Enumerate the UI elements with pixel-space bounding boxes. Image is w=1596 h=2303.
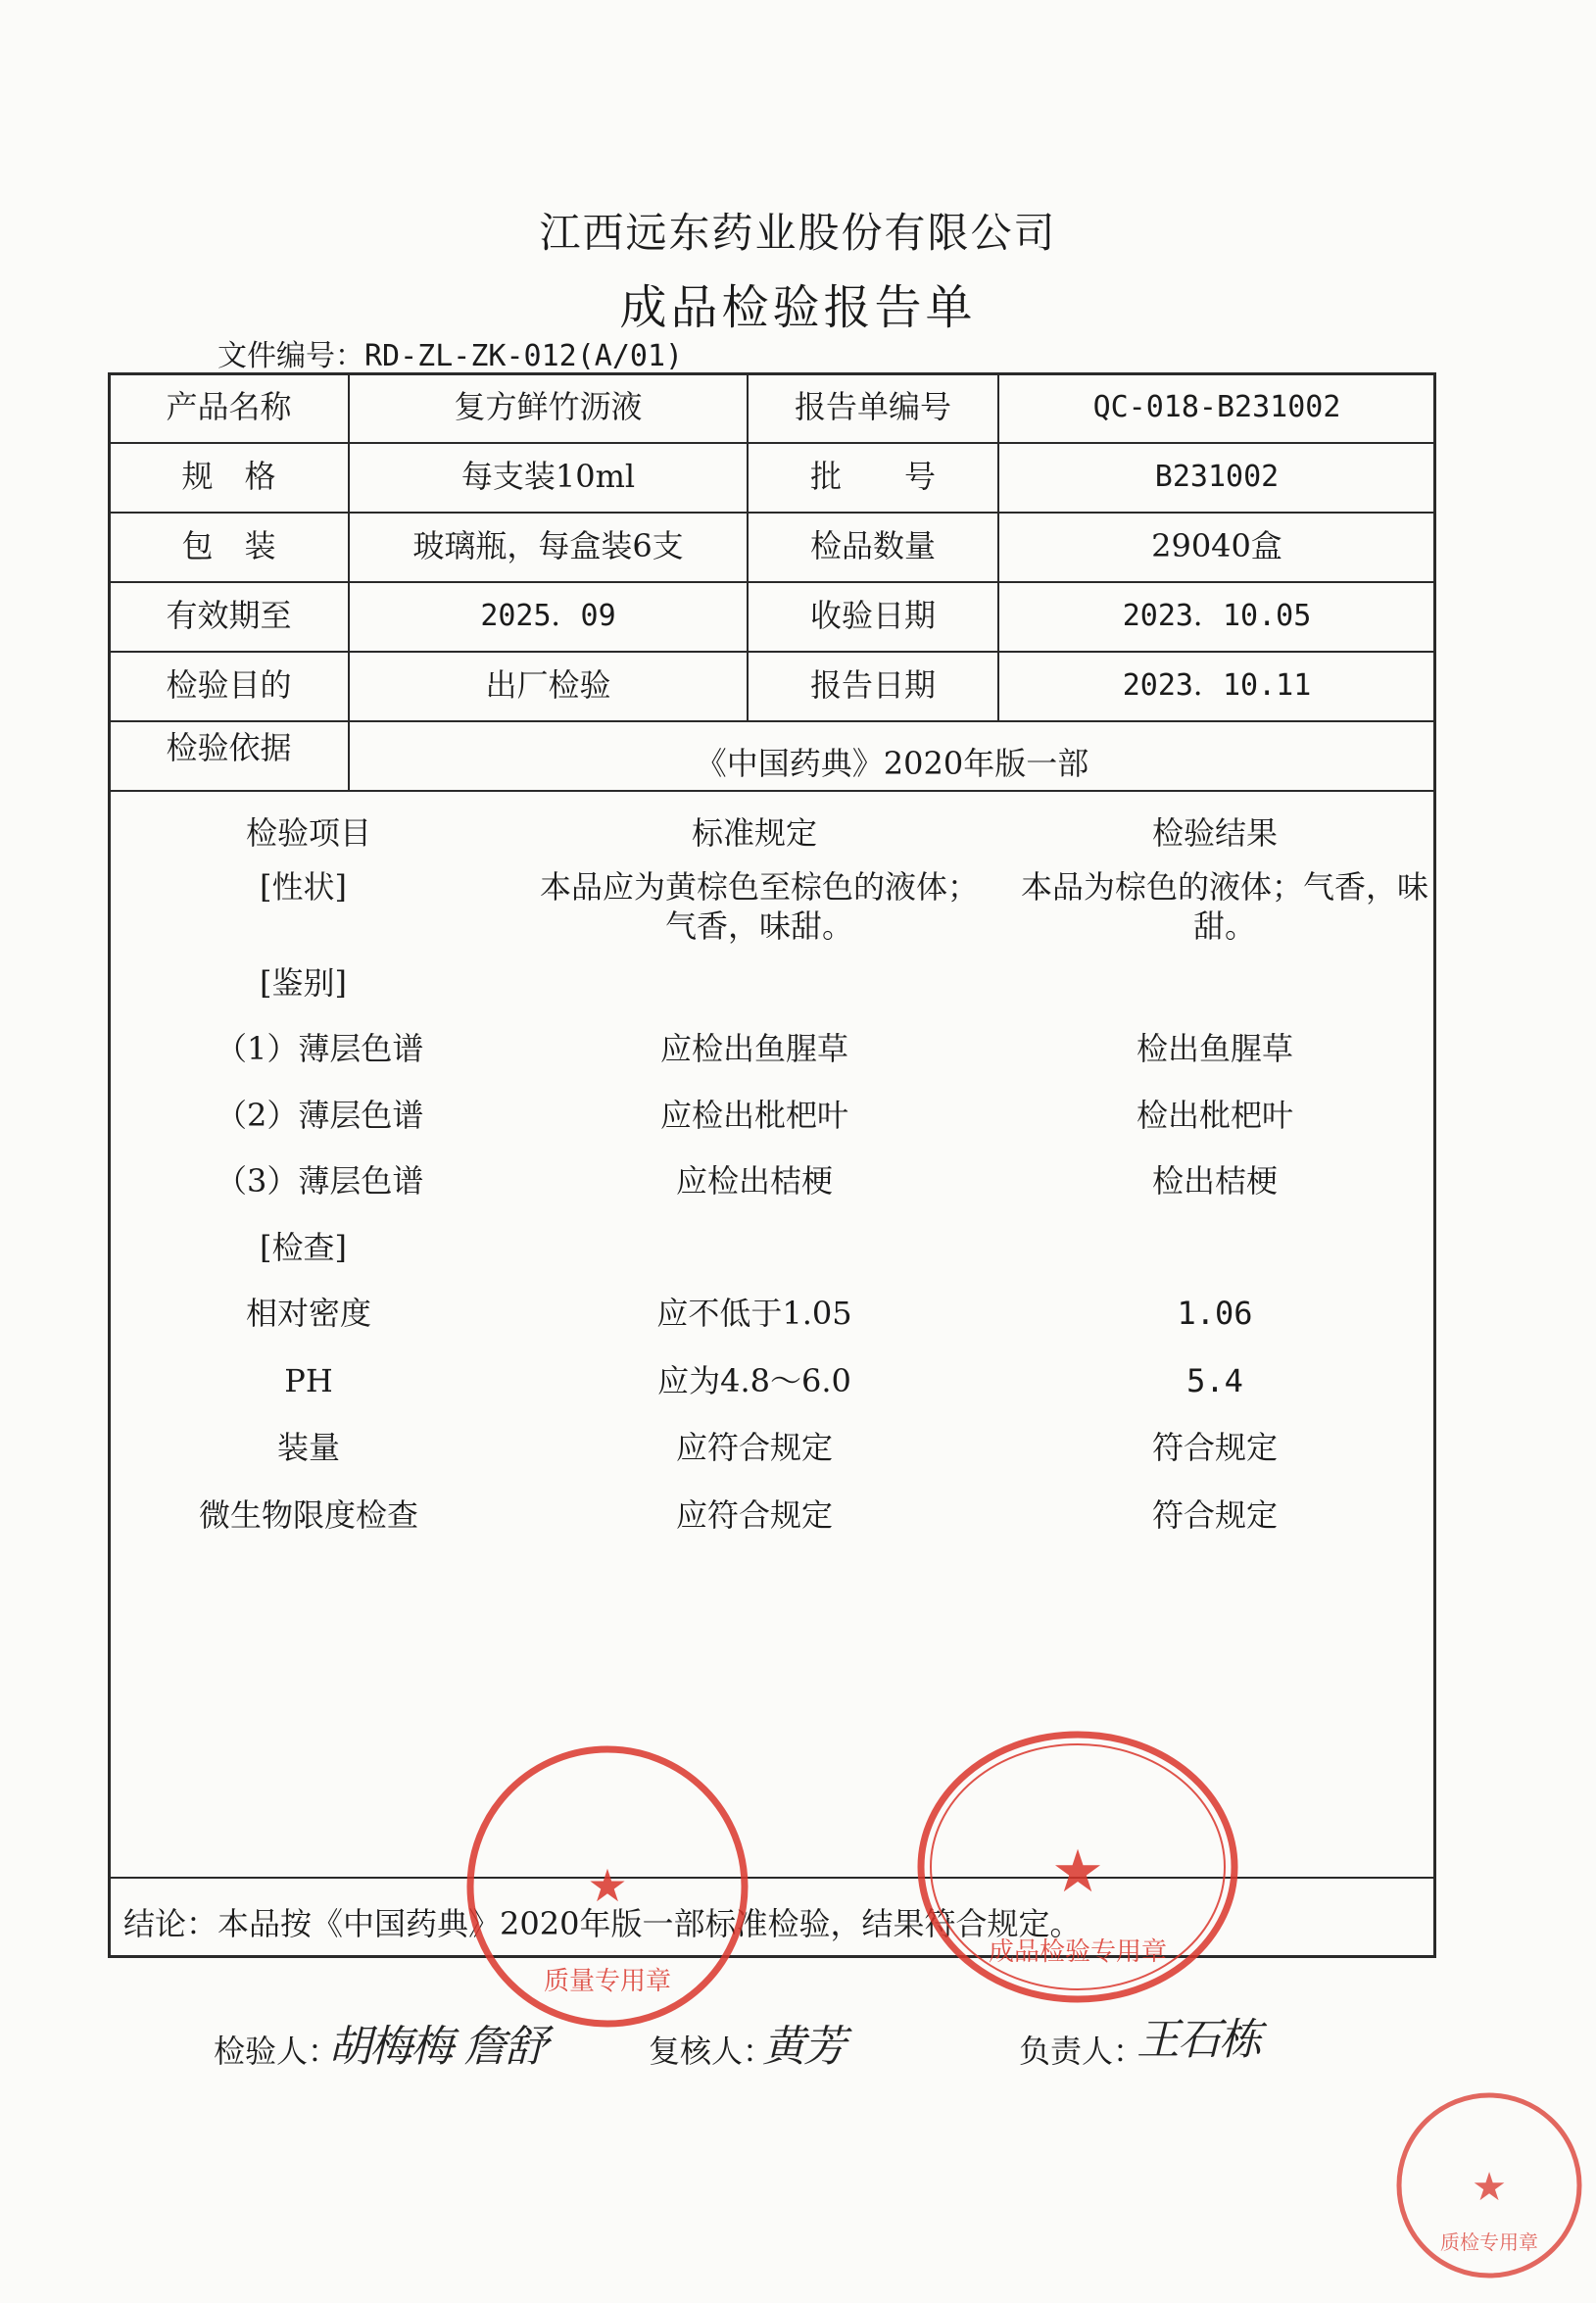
character-standard-1: 本品应为黄棕色至棕色的液体； xyxy=(539,868,979,906)
batch-no: B231002 xyxy=(1154,460,1280,494)
quantity: 29040盒 xyxy=(1151,527,1282,564)
ident-item: （1）薄层色谱 xyxy=(216,1030,424,1067)
product-name-label: 产品名称 xyxy=(166,388,292,425)
svg-text:成品检验专用章: 成品检验专用章 xyxy=(988,1937,1168,1967)
ident-result: 检出鱼腥草 xyxy=(1136,1030,1293,1067)
col-header-standard: 标准规定 xyxy=(691,814,817,852)
check-result: 1.06 xyxy=(1177,1295,1253,1332)
inspection-seal xyxy=(911,1720,1244,2014)
ident-item: （2）薄层色谱 xyxy=(216,1097,424,1134)
file-number xyxy=(218,331,683,374)
section-identification: [鉴别] xyxy=(260,964,347,1002)
divider xyxy=(108,512,1436,514)
receive-date: 2023．10.05 xyxy=(1122,599,1312,633)
purpose: 出厂检验 xyxy=(485,666,611,704)
check-item: 装量 xyxy=(276,1429,340,1466)
ident-item: （3）薄层色谱 xyxy=(216,1162,424,1200)
expiry-label: 有效期至 xyxy=(166,597,292,634)
character-standard-2: 气香，味甜。 xyxy=(664,907,853,945)
divider xyxy=(108,651,1436,653)
svg-text:★: ★ xyxy=(1051,1838,1104,1906)
basis: 《中国药典》2020年版一部 xyxy=(695,745,1089,782)
quality-seal xyxy=(460,1740,754,2034)
col-header-item: 检验项目 xyxy=(245,814,371,852)
report-no-label: 报告单编号 xyxy=(794,388,951,425)
qc-seal xyxy=(1391,2087,1587,2283)
check-item: PH xyxy=(284,1362,333,1399)
ident-result: 检出枇杷叶 xyxy=(1136,1097,1293,1134)
svg-text:质量专用章: 质量专用章 xyxy=(543,1967,672,1996)
divider xyxy=(108,720,1436,722)
character-result-1: 本品为棕色的液体；气香，味 xyxy=(1020,868,1428,906)
check-standard: 应符合规定 xyxy=(675,1496,833,1534)
section-character: [性状] xyxy=(260,868,347,906)
divider xyxy=(348,372,350,790)
check-standard: 应不低于1.05 xyxy=(656,1295,852,1332)
report-date: 2023．10.11 xyxy=(1122,668,1312,703)
section-checks: [检查] xyxy=(260,1229,347,1266)
basis-label: 检验依据 xyxy=(166,729,292,766)
report-no: QC-018-B231002 xyxy=(1092,390,1341,424)
check-item: 微生物限度检查 xyxy=(198,1496,418,1534)
product-name: 复方鲜竹沥液 xyxy=(454,388,643,425)
ident-standard: 应检出枇杷叶 xyxy=(659,1097,848,1134)
purpose-label: 检验目的 xyxy=(166,666,292,704)
manager-signature: 王石栋 xyxy=(1137,2015,1260,2065)
spec-label: 规 格 xyxy=(181,458,276,495)
check-item: 相对密度 xyxy=(245,1295,371,1332)
divider xyxy=(108,790,1436,792)
col-header-result: 检验结果 xyxy=(1151,814,1278,852)
manager-label: 负责人： xyxy=(1019,2033,1145,2070)
expiry: 2025．09 xyxy=(480,599,616,633)
svg-text:★: ★ xyxy=(587,1859,628,1912)
divider xyxy=(108,581,1436,583)
ident-result: 检出桔梗 xyxy=(1151,1162,1278,1200)
file-number-label: 文件编号： xyxy=(218,339,364,373)
svg-text:★: ★ xyxy=(1472,2165,1507,2210)
check-standard: 应为4.8～6.0 xyxy=(657,1362,851,1399)
document-title: 成品检验报告单 xyxy=(619,280,977,335)
receive-date-label: 收验日期 xyxy=(809,597,936,634)
character-result-2: 甜。 xyxy=(1192,907,1256,945)
inspector-label: 检验人： xyxy=(214,2033,340,2070)
svg-text:质检专用章: 质检专用章 xyxy=(1440,2230,1538,2254)
inspector-signature: 胡梅梅 詹舒 xyxy=(328,2022,546,2072)
company-name: 江西远东药业股份有限公司 xyxy=(539,209,1057,257)
check-result: 5.4 xyxy=(1186,1362,1243,1399)
quantity-label: 检品数量 xyxy=(809,527,936,564)
check-result: 符合规定 xyxy=(1151,1496,1278,1534)
check-result: 符合规定 xyxy=(1151,1429,1278,1466)
divider xyxy=(108,442,1436,444)
report-date-label: 报告日期 xyxy=(809,666,936,704)
conclusion: 结论：本品按《中国药典》2020年版一部标准检验，结果符合规定。 xyxy=(123,1905,1082,1942)
reviewer-label: 复核人： xyxy=(649,2033,775,2070)
ident-standard: 应检出鱼腥草 xyxy=(659,1030,848,1067)
package-label: 包 装 xyxy=(181,527,276,564)
reviewer-signature: 黄芳 xyxy=(762,2022,845,2072)
batch-label: 批 号 xyxy=(809,458,936,495)
ident-standard: 应检出桔梗 xyxy=(675,1162,833,1200)
check-standard: 应符合规定 xyxy=(675,1429,833,1466)
package: 玻璃瓶，每盒装6支 xyxy=(412,527,684,564)
file-number-value: RD-ZL-ZK-012(A/01) xyxy=(364,339,684,373)
spec: 每支装10ml xyxy=(460,458,636,495)
